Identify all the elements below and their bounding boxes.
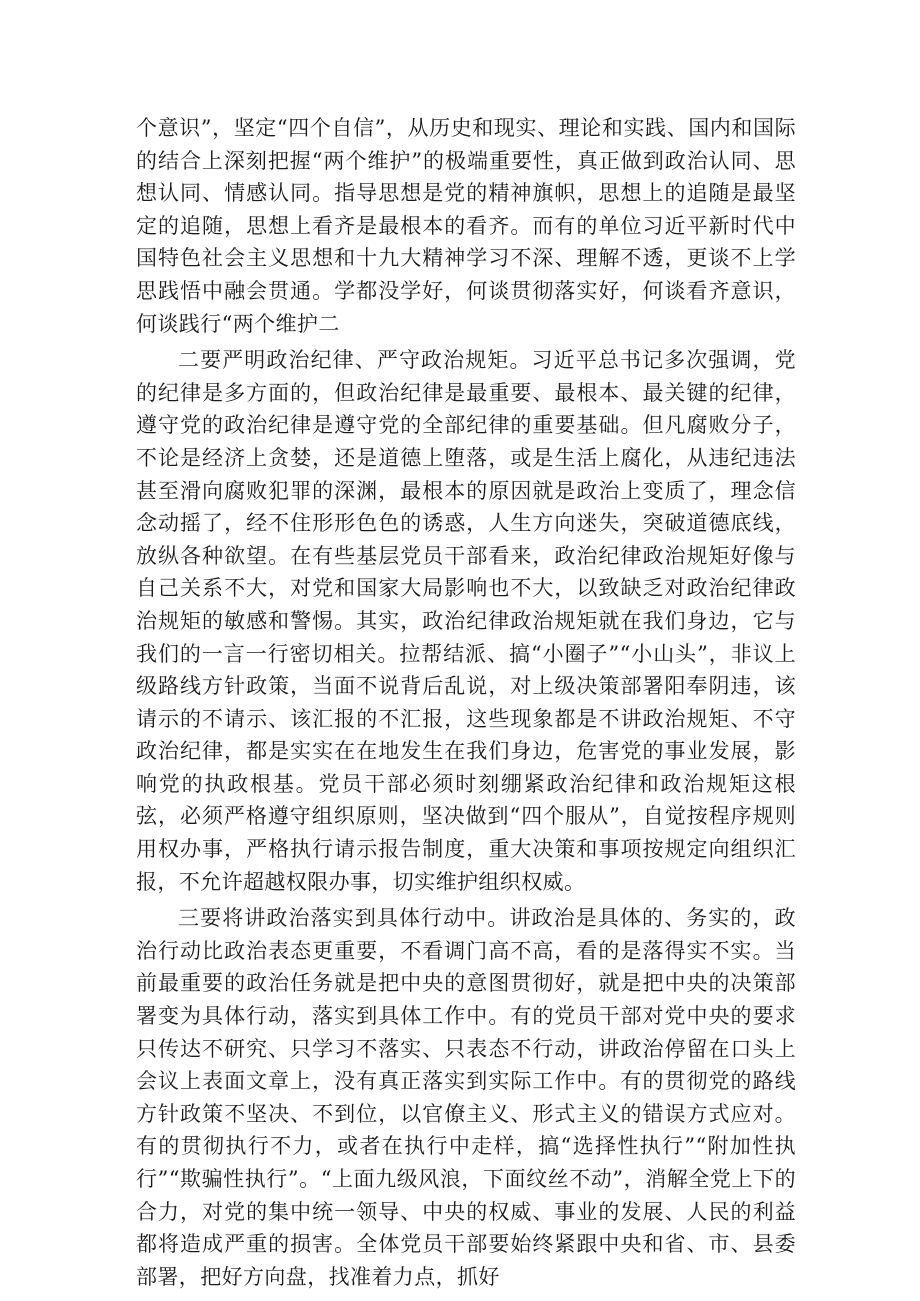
paragraph-2: 二要严明政治纪律、严守政治规矩。习近平总书记多次强调，党的纪律是多方面的，但政治纪律是最重要、最根本、最关键的纪律，遵守党的政治纪律是遵守党的全部纪律的重要基础。但凡腐败分子，不论是经济上贪婪，还是道德上堕落，或是生活上腐化，从违纪违法甚至滑向腐败犯罪的深渊，最根本的原因就是政治上变质了，理念信念动摇了，经不住形形色色的诱惑，人生方向迷失，突破道德底线，放纵各种欲望。在有些基层党员干部看来，政治纪律政治规矩好像与自己关系不大，对党和国家大局影响也不大，以致缺乏对政治纪律政治规矩的敏感和警惕。其实，政治纪律政治规矩就在我们身边，它与我们的一言一行密切相关。拉帮结派、搞“小圈子”“小山头”，非议上级路线方针政策，当面不说背后乱说，对上级决策部署阳奉阴违，该请示的不请示、该汇报的不汇报，这些现象都是不讲政治规矩、不守政治纪律，都是实实在在地发生在我们身边，危害党的事业发展，影响党的执政根基。党员干部必须时刻绷紧政治纪律和政治规矩这根弦，必须严格遵守组织原则，坚决做到“四个服从”，自觉按程序规则用权办事，严格执行请示报告制度，重大决策和事项按规定向组织汇报，不允许超越权限办事，切实维护组织权威。 [136, 348, 796, 894]
paragraph-3: 三要将讲政治落实到具体行动中。讲政治是具体的、务实的，政治行动比政治表态更重要，不看调门高不高，看的是落得实不实。当前最重要的政治任务就是把中央的意图贯彻好，就是把中央的决策部署变为具体行动，落实到具体工作中。有的党员干部对党中央的要求只传达不研究、只学习不落实、只表态不行动，讲政治停留在口头上会议上表面文章上，没有真正落实到实际工作中。有的贯彻党的路线方针政策不坚决、不到位，以官僚主义、形式主义的错误方式应对。有的贯彻执行不力，或者在执行中走样，搞“选择性执行”“附加性执行”“欺骗性执行”。“上面九级风浪，下面纹丝不动”，消解全党上下的合力，对党的集中统一领导、中央的权威、事业的发展、人民的利益都将造成严重的损害。全体党员干部要始终紧跟中央和省、市、县委部署，把好方向盘，找准着力点，抓好 [136, 906, 796, 1289]
document-body [136, 112, 796, 1293]
paragraph-1: 个意识”，坚定“四个自信”，从历史和现实、理论和实践、国内和国际的结合上深刻把握“两个维护”的极端重要性，真正做到政治认同、思想认同、情感认同。指导思想是党的精神旗帜，思想上的追随是最坚定的追随，思想上看齐是最根本的看齐。而有的单位习近平新时代中国特色社会主义思想和十九大精神学习不深、理解不透，更谈不上学思践悟中融会贯通。学都没学好，何谈贯彻落实好，何谈看齐意识，何谈践行“两个维护二 [136, 116, 796, 336]
